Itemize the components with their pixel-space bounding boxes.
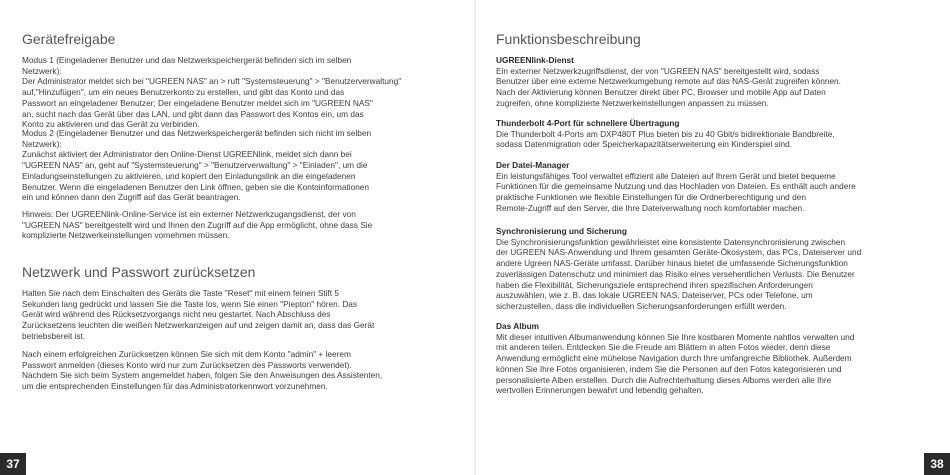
section-heading: Synchronisierung und Sicherung [496, 226, 627, 236]
note-text: Hinweis: Der UGREENlink-Online-Service ist ein externer Netzwerkzugangsdienst, der von "UGREEN NAS" bereitgestellt wird und Ihnen den Zugriff auf die App ermöglicht, ohne dass Sie komplizierte Netzwerkeinstellungen vornehmen müssen. [22, 209, 373, 241]
left-page [0, 0, 474, 475]
device-sharing-title: Gerätefreigabe [22, 31, 116, 47]
note-paragraph [22, 209, 462, 241]
reset-text-1: Halten Sie nach dem Einschalten des Geräts die Taste "Reset" mit einem feinen Stift 5 Sekunden lang gedrückt und lassen Sie die Taste los, wenn Sie einen "Piepton" hören. Das Gerät wird während des Rücksetzvorgangs nicht neu gestartet. Nach Abschluss des Zurücksetzens leuchten die weißen Netzwerkanzeigen auf und zeigen damit an, dass das Gerät betriebsbereit ist. [22, 288, 375, 341]
section-text: Die Synchronisierungsfunktion gewährleistet eine konsistente Datensynchronisierung zwischen der UGREEN NAS-Anwendung und Ihrem gesamten Geräte-Ökosystem, das PCs, Dateiserver und andere Ugreen NAS-Geräte umfasst. Darüber hinaus bietet die umfassende Sicherungsfunktion zuverlässigen Datenschutz und minimiert das Risiko eines versehentlichen Verlusts. Die Benutzer haben die Flexibilität, Sicherungsziele entsprechend ihren spezifischen Anforderungen auszuwählen, wie z. B. das lokale UGREEN NAS, Dateiserver, PCs oder Telefone, um sicherzustellen, dass die individuellen Sicherungsanforderungen erfüllt werden. [496, 236, 862, 311]
section-text: Mit dieser intuitiven Albumanwendung können Sie Ihre kostbaren Momente nahtlos verwalten und mit anderen teilen. Entdecken Sie die Freude am Blättern in alten Fotos wieder, denn diese Anwendung ermöglicht eine mühelose Navigation durch Ihre umfangreiche Bibliothek. Außerdem können Sie Ihre Fotos organisieren, indem Sie die Personen auf den Fotos kategorisieren und personalisierte Alben erstellen. Durch die Aufrechterhaltung dieses Albums werden alle Ihre wertvollen Erinnerungen bewahrt und lebendig gehalten. [496, 331, 855, 396]
section-text: Ein externer Netzwerkzugriffsdienst, der von "UGREEN NAS" bereitgestellt wird, sodass Benutzer über eine externe Netzwerkumgebung remote auf das NAS-Gerät zugreifen können. Nach der Aktivierung können Benutzer direkt über PC, Browser und mobile App auf Daten zugreifen, ohne komplizierte Netzwerkeinstellungen anpassen zu müssen. [496, 65, 841, 108]
page-number-38: 38 [924, 453, 950, 475]
mode2-paragraph [22, 128, 462, 203]
section-heading: UGREENlink-Dienst [496, 55, 574, 65]
mode1-paragraph [22, 55, 462, 130]
section-ugreenlink [496, 55, 946, 109]
section-album [496, 321, 946, 396]
section-text: Ein leistungsfähiges Tool verwaltet effizient alle Dateien auf Ihrem Gerät und bietet bequeme Funktionen für die gemeinsame Nutzung und das Hochladen von Dateien. Es enthält auch andere praktische Funktionen wie flexible Einstellungen für die Ordnerberechtigung und den Remote-Zugriff auf den Server, die Ihre Dateiverwaltung noch komfortabler machen. [496, 170, 856, 213]
section-thunderbolt [496, 118, 946, 150]
right-page [476, 0, 950, 475]
page-number-37: 37 [0, 453, 26, 475]
mode1-text: Modus 1 (Eingeladener Benutzer und das Netzwerkspeichergerät befinden sich im selben Netzwerk): Der Administrator meldet sich bei "UGREEN NAS" an > ruft "Systemsteuerung" > "Benutzerverwaltung" auf,"Hinzufügen", um ein neues Benutzerkonto zu erstellen, und gibt das Konto und das Passwort an eingeladener Benutzer; Der eingeladene Benutzer meldet sich im "UGREEN NAS" an, sucht nach das Gerät über das LAN, und gibt dann das Passwort des Kontos ein, um das Konto zu aktivieren und das Gerät zu verbinden. [22, 55, 402, 130]
reset-paragraph-1 [22, 288, 462, 342]
reset-title: Netzwerk und Passwort zurücksetzen [22, 264, 256, 280]
section-heading: Thunderbolt 4-Port für schnellere Übertragung [496, 118, 680, 128]
section-text: Die Thunderbolt 4-Ports am DXP480T Plus bieten bis zu 40 Gbit/s bidirektionale Bandbreite, sodass Datenmigration oder Speicherkapazitätserweiterung ein Kinderspiel sind. [496, 128, 835, 150]
section-heading: Der Datei-Manager [496, 160, 570, 170]
mode2-text: Modus 2 (Eingeladener Benutzer und das Netzwerkspeichergerät befinden sich nicht im selben Netzwerk): Zunächst aktiviert der Administrator den Online-Dienst UGREENlink, meldet sich dann bei "UGREEN NAS" an, geht auf "Systemsteuerung" > "Benutzerverwaltung" > "Einladen", um die Einladungseinstellungen zu aktivieren, und kopiert den Einladungslink an die eingeladenen Benutzer. Wenn die eingeladenen Benutzer den Link öffnen, geben sie die Kontoinformationen ein und können dann den Zugriff auf das Gerät beantragen. [22, 128, 372, 203]
section-heading: Das Album [496, 321, 540, 331]
section-sync-backup [496, 226, 946, 312]
feature-description-title: Funktionsbeschreibung [496, 31, 641, 47]
reset-text-2: Nach einem erfolgreichen Zurücksetzen können Sie sich mit dem Konto "admin" + leerem Passwort anmelden (dieses Konto wird nur zum Zurücksetzen des Passworts verwendet). Nachdem Sie sich beim System angemeldet haben, folgen Sie den Anweisungen des Assistenten, um die entsprechenden Einstellungen für das Administratorkennwort vorzunehmen. [22, 349, 383, 392]
reset-paragraph-2 [22, 349, 462, 392]
section-file-manager [496, 160, 946, 214]
